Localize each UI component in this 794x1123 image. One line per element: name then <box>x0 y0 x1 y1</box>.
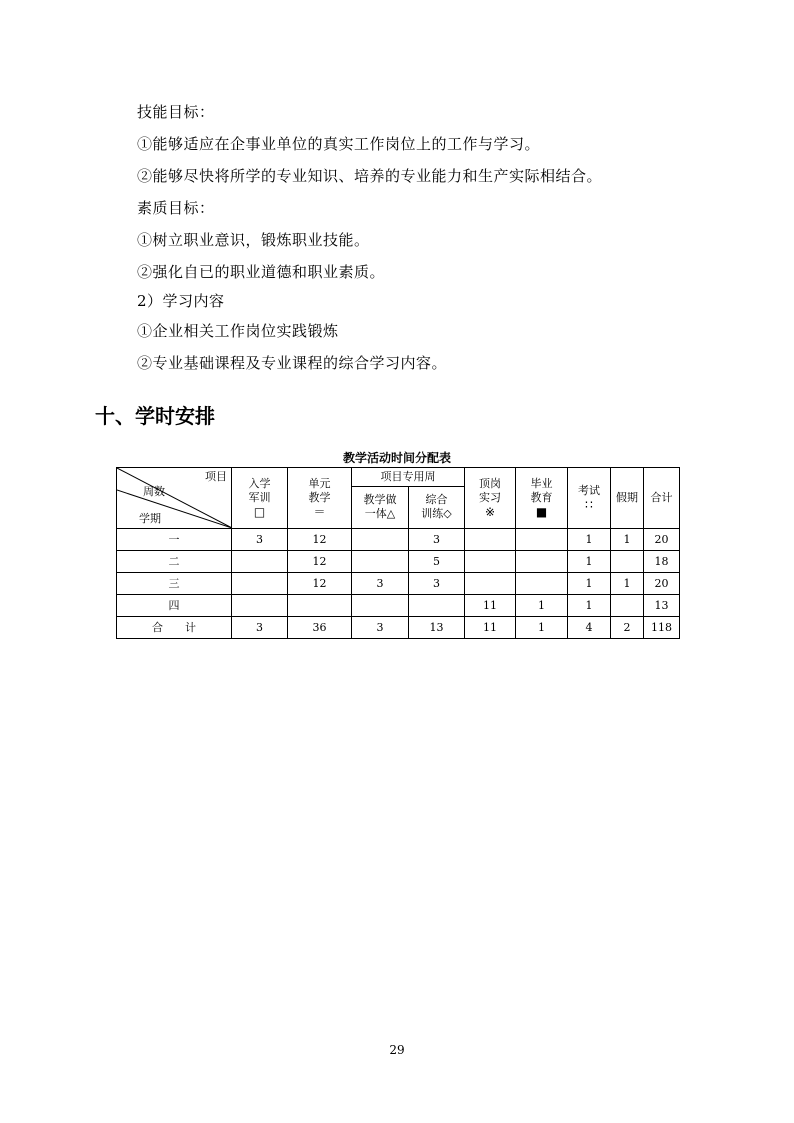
text-line: ①企业相关工作岗位实践锻炼 <box>137 322 339 340</box>
value-cell: 1 <box>516 595 568 617</box>
value-cell: 118 <box>644 617 680 639</box>
table-row <box>117 595 680 617</box>
table-row <box>117 529 680 551</box>
value-cell <box>516 529 568 551</box>
value-cell: 11 <box>465 595 516 617</box>
value-cell: 20 <box>644 573 680 595</box>
page-number: 29 <box>389 1043 405 1057</box>
value-cell <box>232 551 288 573</box>
value-cell: 20 <box>644 529 680 551</box>
value-cell: 13 <box>409 617 465 639</box>
value-cell: 2 <box>611 617 644 639</box>
value-cell <box>409 595 465 617</box>
term-cell: 一 <box>117 529 232 551</box>
text-line: ①能够适应在企事业单位的真实工作岗位上的工作与学习。 <box>137 135 541 153</box>
value-cell: 12 <box>288 529 352 551</box>
value-cell <box>611 551 644 573</box>
value-cell <box>465 529 516 551</box>
value-cell: 3 <box>232 617 288 639</box>
value-cell <box>465 573 516 595</box>
table-row <box>117 551 680 573</box>
value-cell <box>611 595 644 617</box>
schedule-table <box>116 467 680 639</box>
value-cell <box>352 551 409 573</box>
value-cell <box>516 573 568 595</box>
value-cell: 3 <box>352 617 409 639</box>
value-cell: 3 <box>409 573 465 595</box>
value-cell: 1 <box>568 595 611 617</box>
header-integrated-teaching: 教学做 一体△ <box>352 486 409 528</box>
value-cell: 13 <box>644 595 680 617</box>
header-vacation: 假期 <box>611 468 644 529</box>
value-cell: 1 <box>611 573 644 595</box>
value-cell: 36 <box>288 617 352 639</box>
text-line: ②能够尽快将所学的专业知识、培养的专业能力和生产实际相结合。 <box>137 167 603 185</box>
value-cell: 12 <box>288 551 352 573</box>
value-cell: 18 <box>644 551 680 573</box>
section-heading: 十、学时安排 <box>95 404 215 428</box>
value-cell <box>465 551 516 573</box>
corner-label-item: 项目 <box>205 470 227 483</box>
value-cell: 12 <box>288 573 352 595</box>
text-line: ①树立职业意识，锻炼职业技能。 <box>137 231 370 249</box>
header-comprehensive-training: 综合 训练◇ <box>409 486 465 528</box>
value-cell: 11 <box>465 617 516 639</box>
header-project-weeks: 项目专用周 <box>352 468 465 487</box>
table-row <box>117 617 680 639</box>
value-cell <box>352 529 409 551</box>
header-total: 合计 <box>644 468 680 529</box>
value-cell: 1 <box>568 529 611 551</box>
header-unit-teaching: 单元 教学 ＝ <box>288 468 352 529</box>
value-cell <box>516 551 568 573</box>
value-cell: 1 <box>568 573 611 595</box>
value-cell: 4 <box>568 617 611 639</box>
corner-label-weeks: 周数 <box>143 485 165 498</box>
text-line-learning-content: 2）学习内容 <box>137 292 225 310</box>
value-cell <box>288 595 352 617</box>
header-enroll: 入学 军训 □ <box>232 468 288 529</box>
value-cell: 3 <box>232 529 288 551</box>
term-cell: 二 <box>117 551 232 573</box>
term-cell: 三 <box>117 573 232 595</box>
text-line: ②专业基础课程及专业课程的综合学习内容。 <box>137 354 448 372</box>
table-caption: 教学活动时间分配表 <box>342 451 451 465</box>
value-cell: 5 <box>409 551 465 573</box>
table-row <box>117 573 680 595</box>
value-cell: 1 <box>611 529 644 551</box>
value-cell: 3 <box>352 573 409 595</box>
text-line: ②强化自已的职业道德和职业素质。 <box>137 263 386 281</box>
value-cell <box>232 595 288 617</box>
text-line-skill-goal: 技能目标： <box>137 103 215 121</box>
header-exam: 考试 ∷ <box>568 468 611 529</box>
value-cell <box>232 573 288 595</box>
value-cell: 1 <box>568 551 611 573</box>
text-line-quality-goal: 素质目标： <box>137 199 215 217</box>
table-corner-cell <box>117 468 232 529</box>
term-cell: 合 计 <box>117 617 232 639</box>
value-cell: 3 <box>409 529 465 551</box>
value-cell <box>352 595 409 617</box>
term-cell: 四 <box>117 595 232 617</box>
header-internship: 顶岗 实习 ※ <box>465 468 516 529</box>
corner-label-term: 学期 <box>139 512 161 525</box>
value-cell: 1 <box>516 617 568 639</box>
header-graduation: 毕业 教育 ■ <box>516 468 568 529</box>
